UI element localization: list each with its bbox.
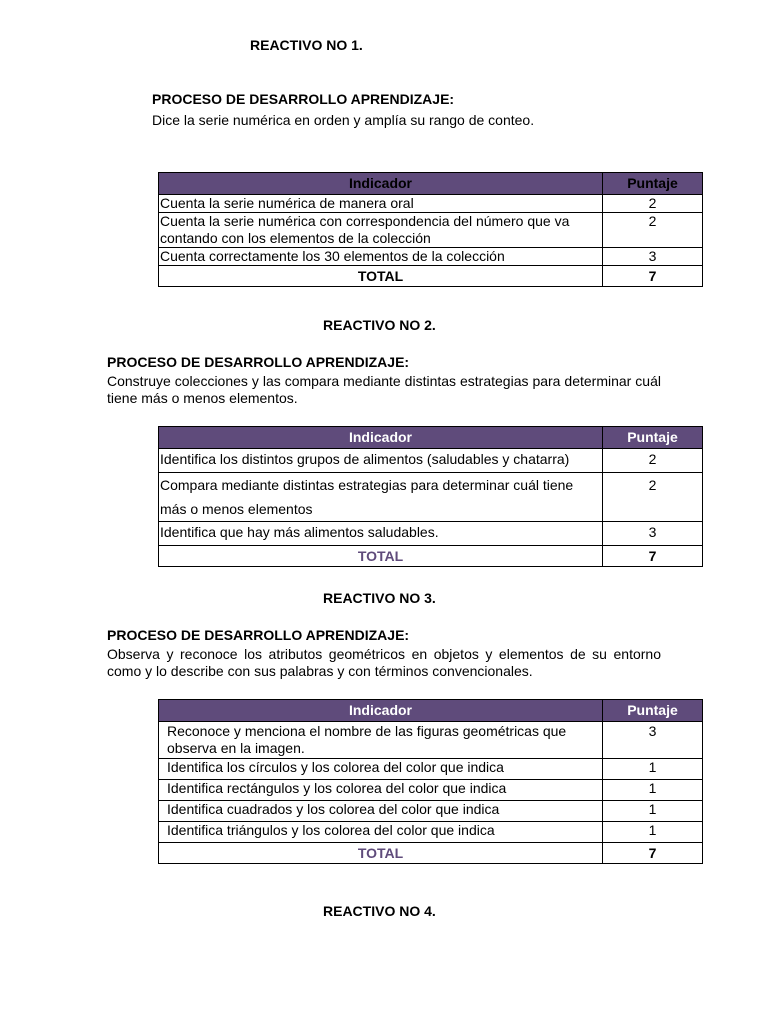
total-score: 7 — [603, 546, 703, 567]
table-header-row — [159, 173, 703, 195]
total-label: TOTAL — [159, 266, 603, 287]
total-row — [159, 266, 703, 287]
total-score: 7 — [603, 266, 703, 287]
reactivo-2-title: REACTIVO NO 2. — [323, 317, 436, 333]
indicator-cell: Identifica que hay más alimentos saludables. — [159, 522, 603, 546]
header-indicator: Indicador — [159, 173, 603, 195]
reactivo-2-process-label: PROCESO DE DESARROLLO APRENDIZAJE: — [107, 354, 410, 370]
score-cell: 2 — [603, 473, 703, 522]
reactivo-1-table — [158, 172, 703, 287]
score-cell: 3 — [603, 248, 703, 266]
table-row — [159, 449, 703, 473]
table-header-row — [159, 700, 703, 722]
header-indicator: Indicador — [159, 427, 603, 449]
score-cell: 1 — [603, 759, 703, 780]
header-score: Puntaje — [603, 173, 703, 195]
score-cell: 2 — [603, 213, 703, 248]
table-row — [159, 248, 703, 266]
indicator-cell: Identifica cuadrados y los colorea del color que indica — [159, 801, 603, 822]
score-cell: 3 — [603, 522, 703, 546]
reactivo-4-title: REACTIVO NO 4. — [323, 903, 436, 919]
indicator-cell: Identifica rectángulos y los colorea del color que indica — [159, 780, 603, 801]
total-row — [159, 843, 703, 864]
total-score: 7 — [603, 843, 703, 864]
score-cell: 1 — [603, 822, 703, 843]
reactivo-1-title: REACTIVO NO 1. — [250, 37, 363, 53]
reactivo-3-process-text: Observa y reconoce los atributos geométricos en objetos y elementos de su entorno como y lo describe con sus palabras y con términos convencionales. — [107, 646, 661, 679]
reactivo-2-process-text: Construye colecciones y las compara mediante distintas estrategias para determinar cuál tiene más o menos elementos. — [107, 373, 661, 406]
table-header-row — [159, 427, 703, 449]
score-cell: 3 — [603, 722, 703, 759]
table-row — [159, 522, 703, 546]
indicator-cell: Identifica los círculos y los colorea del color que indica — [159, 759, 603, 780]
table-row — [159, 801, 703, 822]
header-score: Puntaje — [603, 700, 703, 722]
reactivo-3-table — [158, 699, 703, 864]
table-row — [159, 780, 703, 801]
indicator-cell: Cuenta la serie numérica con correspondencia del número que va contando con los elementos de la colección — [159, 213, 603, 248]
table-row — [159, 722, 703, 759]
table-row — [159, 213, 703, 248]
reactivo-1-process-label: PROCESO DE DESARROLLO APRENDIZAJE: — [152, 91, 455, 107]
score-cell: 1 — [603, 780, 703, 801]
score-cell: 2 — [603, 449, 703, 473]
table-row — [159, 822, 703, 843]
table-row — [159, 759, 703, 780]
indicator-cell: Identifica triángulos y los colorea del color que indica — [159, 822, 603, 843]
score-cell: 2 — [603, 195, 703, 213]
score-cell: 1 — [603, 801, 703, 822]
total-row — [159, 546, 703, 567]
total-label: TOTAL — [159, 546, 603, 567]
indicator-cell: Compara mediante distintas estrategias para determinar cuál tiene más o menos elementos — [159, 473, 603, 522]
reactivo-3-process-label: PROCESO DE DESARROLLO APRENDIZAJE: — [107, 627, 410, 643]
total-label: TOTAL — [159, 843, 603, 864]
table-row — [159, 195, 703, 213]
reactivo-2-table — [158, 426, 703, 567]
reactivo-1-process-text: Dice la serie numérica en orden y amplía su rango de conteo. — [152, 112, 535, 128]
header-score: Puntaje — [603, 427, 703, 449]
indicator-cell: Cuenta la serie numérica de manera oral — [159, 195, 603, 213]
header-indicator: Indicador — [159, 700, 603, 722]
indicator-cell: Reconoce y menciona el nombre de las figuras geométricas que observa en la imagen. — [159, 722, 603, 759]
indicator-cell: Cuenta correctamente los 30 elementos de la colección — [159, 248, 603, 266]
table-row — [159, 473, 703, 522]
reactivo-3-title: REACTIVO NO 3. — [323, 590, 436, 606]
indicator-cell: Identifica los distintos grupos de alimentos (saludables y chatarra) — [159, 449, 603, 473]
